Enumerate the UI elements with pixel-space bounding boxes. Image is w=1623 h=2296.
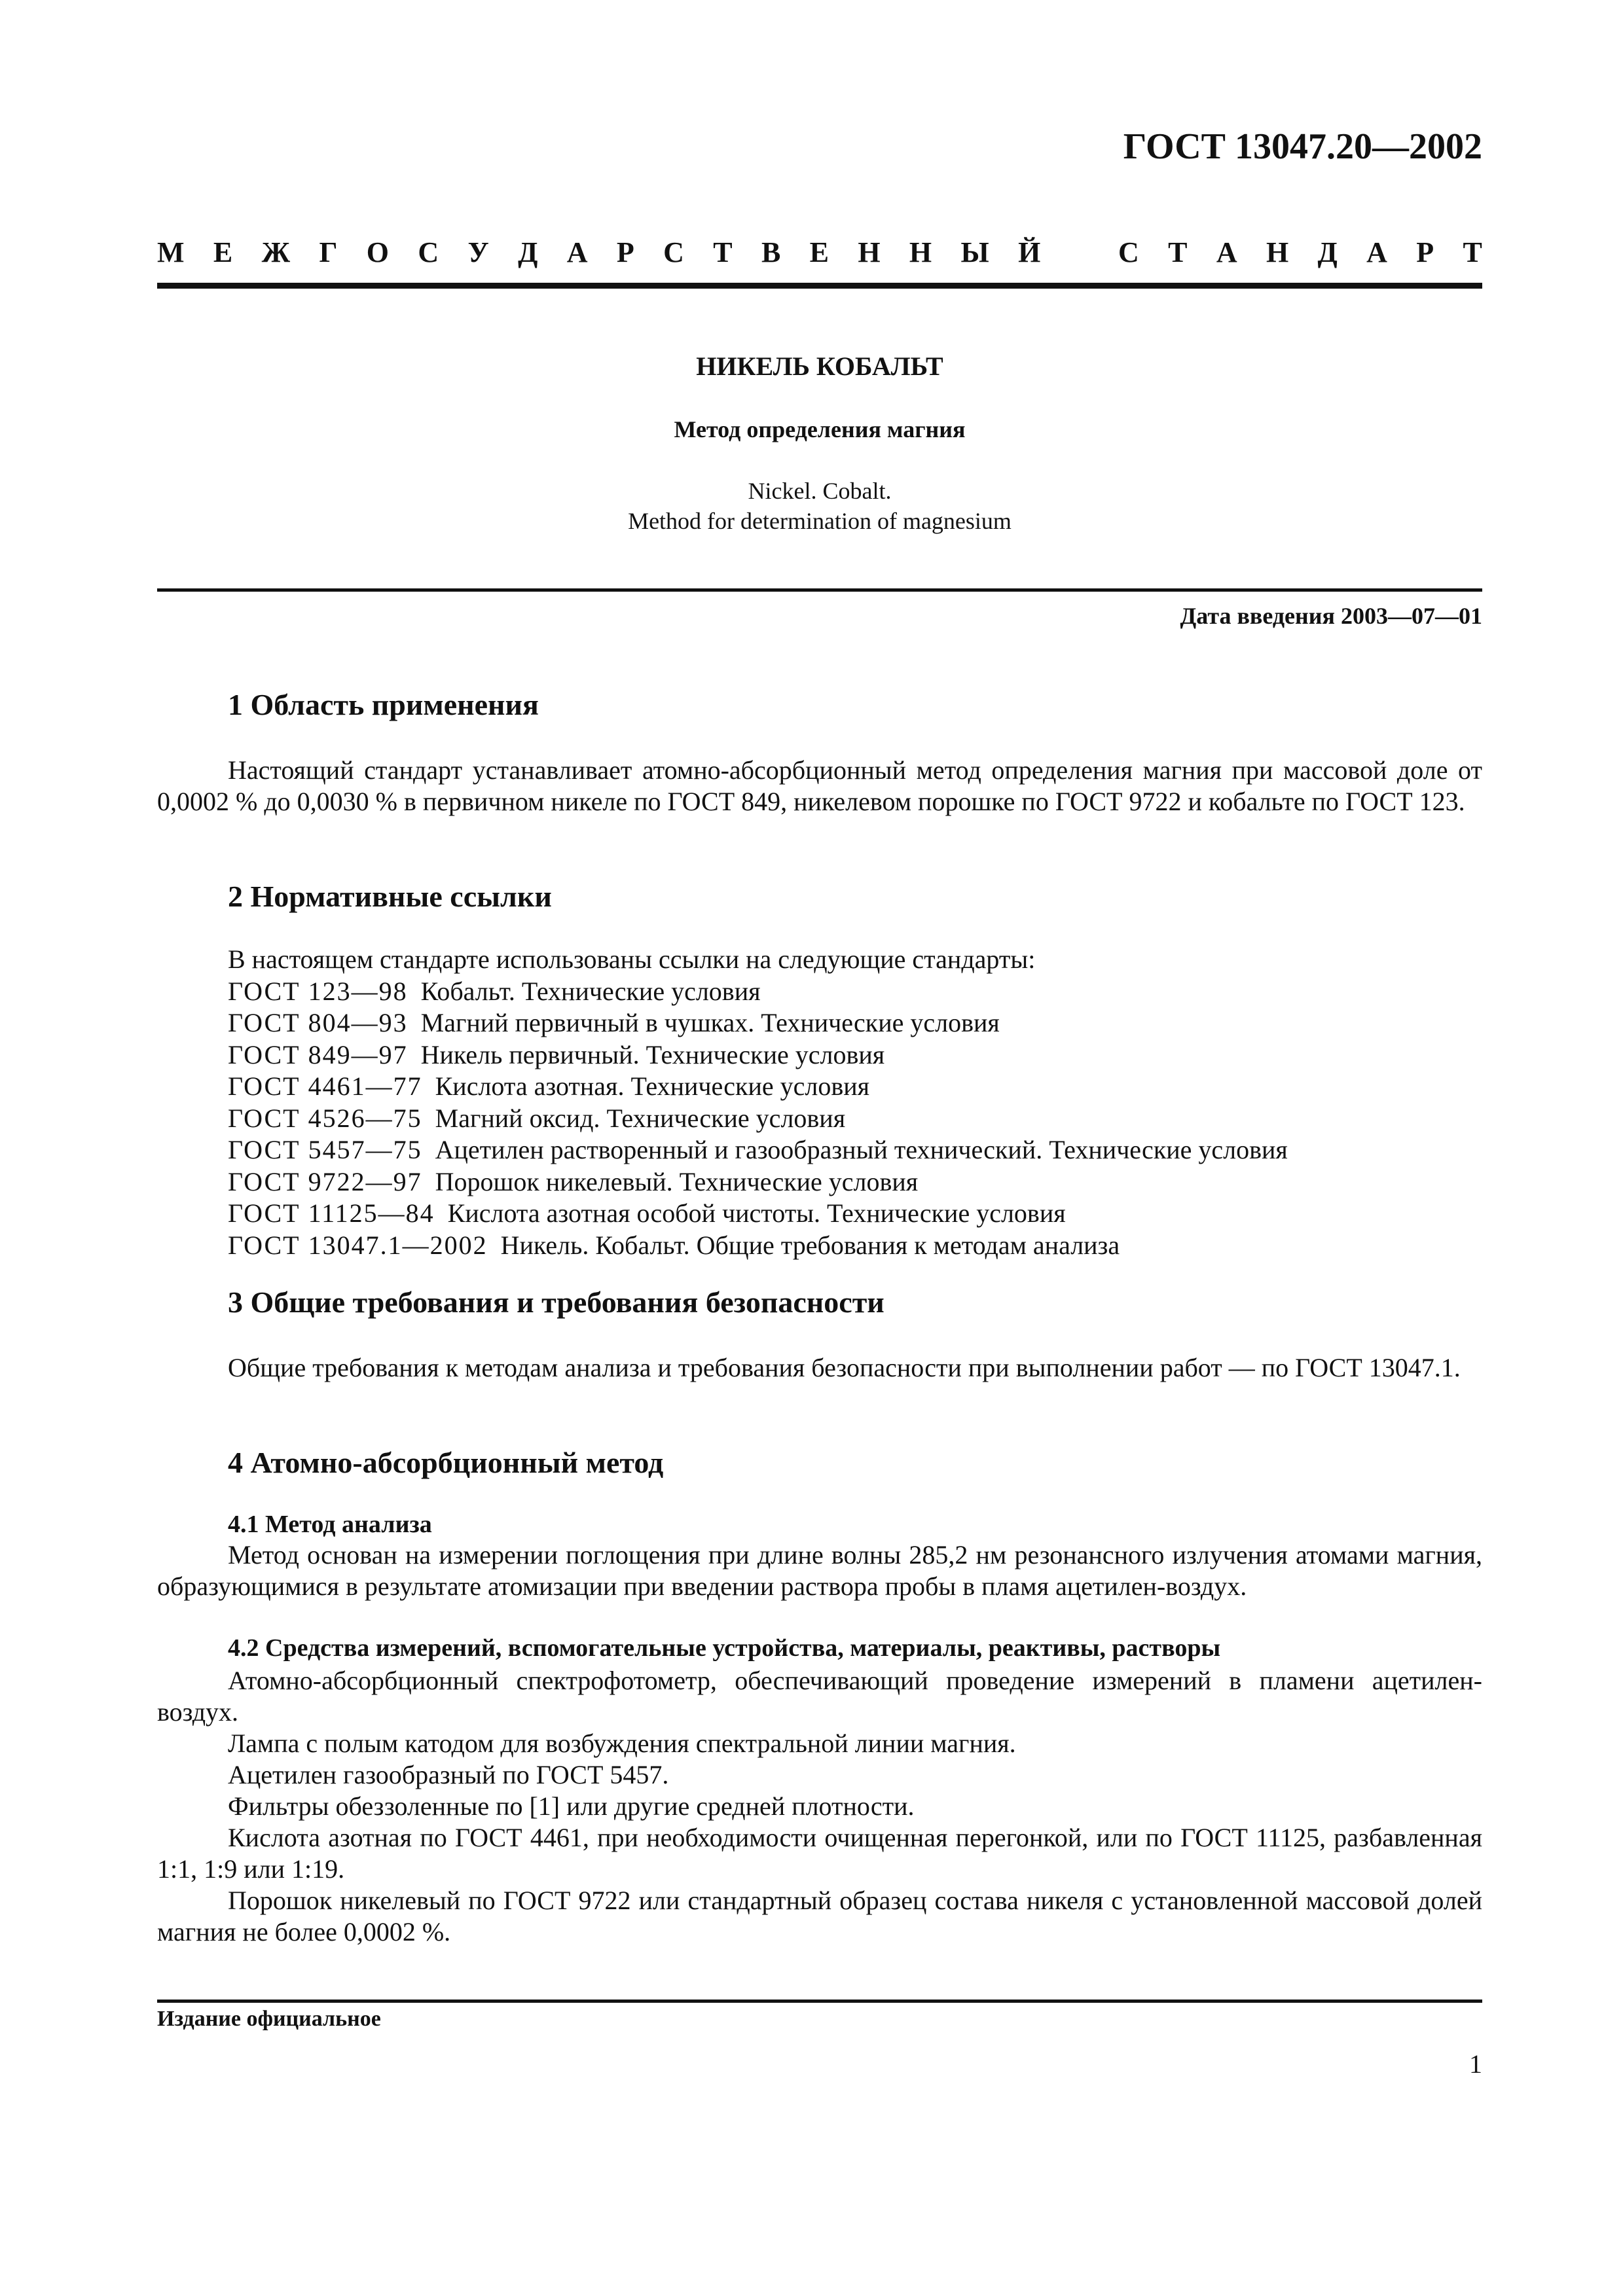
reference-item [228, 1230, 1288, 1262]
bottom-rule [157, 2000, 1482, 2003]
equipment-item: Порошок никелевый по ГОСТ 9722 или стандартный образец состава никеля с установленной массовой долей магния не более 0,0002 %. [157, 1886, 1482, 1946]
banner-letter: М [157, 236, 185, 268]
section-2-heading: 2 Нормативные ссылки [228, 880, 552, 913]
reference-code: ГОСТ 11125—84 [228, 1198, 435, 1228]
equipment-item: Ацетилен газообразный по ГОСТ 5457. [228, 1760, 669, 1789]
banner-letter: Ы [960, 236, 989, 268]
normative-references-list [228, 944, 1288, 1261]
equipment-item: Атомно-абсорбционный спектрофотометр, обеспечивающий проведение измерений в пламени ацетилен-воздух. [157, 1666, 1482, 1727]
banner-letter: В [761, 236, 781, 268]
equipment-item: Фильтры обеззоленные по [1] или другие средней плотности. [228, 1791, 915, 1821]
page-number: 1 [1469, 2049, 1482, 2079]
interstate-standard-banner [157, 236, 1482, 269]
reference-title: Ацетилен растворенный и газообразный технический. Технические условия [435, 1135, 1288, 1164]
banner-letter: А [1366, 236, 1387, 268]
banner-letter: У [467, 236, 489, 268]
banner-letter: Н [909, 236, 932, 268]
banner-letter: А [566, 236, 588, 268]
reference-title: Кобальт. Технические условия [420, 976, 761, 1006]
reference-title: Магний оксид. Технические условия [435, 1103, 846, 1133]
banner-letter: Н [858, 236, 881, 268]
reference-item [228, 1039, 1288, 1071]
reference-item [228, 1198, 1288, 1230]
document-title: НИКЕЛЬ КОБАЛЬТ [696, 351, 943, 381]
banner-word-gap [1070, 236, 1089, 269]
english-title-line-2: Method for determination of magnesium [628, 508, 1012, 534]
reference-item [228, 1007, 1288, 1039]
top-rule [157, 283, 1482, 289]
reference-code: ГОСТ 804—93 [228, 1008, 408, 1037]
banner-letter: Ж [261, 236, 291, 268]
banner-letter: Н [1266, 236, 1289, 268]
equipment-item: Лампа с полым катодом для возбуждения спектральной линии магния. [228, 1729, 1016, 1758]
reference-code: ГОСТ 849—97 [228, 1039, 408, 1069]
banner-letter: Д [1317, 236, 1338, 268]
subsection-4-2-heading: 4.2 Средства измерений, вспомогательные устройства, материалы, реактивы, растворы [228, 1634, 1221, 1662]
references-intro: В настоящем стандарте использованы ссылки на следующие стандарты: [228, 944, 1036, 974]
reference-item [228, 1166, 1288, 1198]
banner-letter: О [366, 236, 390, 268]
reference-title: Кислота азотная особой чистоты. Технические условия [447, 1198, 1066, 1228]
reference-code: ГОСТ 123—98 [228, 976, 408, 1006]
reference-code: ГОСТ 13047.1—2002 [228, 1230, 488, 1260]
reference-code: ГОСТ 5457—75 [228, 1135, 422, 1164]
reference-title: Никель. Кобальт. Общие требования к методам анализа [500, 1230, 1120, 1260]
reference-item [228, 1103, 1288, 1135]
subsection-4-1-heading: 4.1 Метод анализа [228, 1511, 432, 1538]
middle-rule [157, 588, 1482, 592]
section-1-text: Настоящий стандарт устанавливает атомно-абсорбционный метод определения магния при массовой доле от 0,0002 % до 0,0030 % в первичном никеле по ГОСТ 849, никелевом порошке по ГОСТ 9722 и кобальте по ГОСТ 123. [157, 755, 1482, 816]
reference-title: Кислота азотная. Технические условия [435, 1071, 870, 1101]
banner-letter: С [663, 236, 684, 268]
subsection-4-2-items [157, 1665, 1482, 1948]
introduction-date: Дата введения 2003—07—01 [1180, 603, 1482, 629]
reference-code: ГОСТ 4526—75 [228, 1103, 422, 1133]
banner-letter: Р [1416, 236, 1434, 268]
equipment-item: Кислота азотная по ГОСТ 4461, при необходимости очищенная перегонкой, или по ГОСТ 11125, разбавленная 1:1, 1:9 или 1:19. [157, 1823, 1482, 1884]
banner-letter: Г [319, 236, 338, 268]
banner-letter: Р [616, 236, 634, 268]
banner-letter: Й [1018, 236, 1041, 268]
section-1-heading: 1 Область применения [228, 688, 539, 721]
subsection-4-1-text: Метод основан на измерении поглощения при длине волны 285,2 нм резонансного излучения атомами магния, образующимися в результате атомизации при введении раствора пробы в пламя ацетилен-воздух. [157, 1540, 1482, 1601]
document-subtitle: Метод определения магния [674, 416, 966, 442]
english-title-line-1: Nickel. Cobalt. [748, 478, 892, 504]
banner-letter: Е [213, 236, 233, 268]
section-3-heading: 3 Общие требования и требования безопасности [228, 1285, 884, 1319]
reference-title: Никель первичный. Технические условия [420, 1039, 885, 1069]
reference-code: ГОСТ 4461—77 [228, 1071, 422, 1101]
banner-letter: С [1118, 236, 1139, 268]
official-edition-label: Издание официальное [157, 2007, 381, 2031]
banner-letter: Д [518, 236, 538, 268]
document-code: ГОСТ 13047.20—2002 [1123, 126, 1482, 167]
reference-item [228, 976, 1288, 1008]
reference-title: Порошок никелевый. Технические условия [435, 1166, 919, 1196]
reference-title: Магний первичный в чушках. Технические условия [420, 1008, 1000, 1037]
reference-item [228, 1071, 1288, 1103]
banner-letter: А [1216, 236, 1237, 268]
banner-letter: Т [713, 236, 733, 268]
banner-letter: Т [1463, 236, 1482, 268]
banner-letter: С [418, 236, 439, 268]
reference-item [228, 1134, 1288, 1166]
reference-code: ГОСТ 9722—97 [228, 1166, 422, 1196]
section-4-heading: 4 Атомно-абсорбционный метод [228, 1446, 664, 1479]
banner-letter: Т [1168, 236, 1188, 268]
english-title [157, 476, 1482, 536]
section-3-text: Общие требования к методам анализа и требования безопасности при выполнении работ — по ГОСТ 13047.1. [228, 1353, 1461, 1382]
banner-letter: Е [809, 236, 829, 268]
